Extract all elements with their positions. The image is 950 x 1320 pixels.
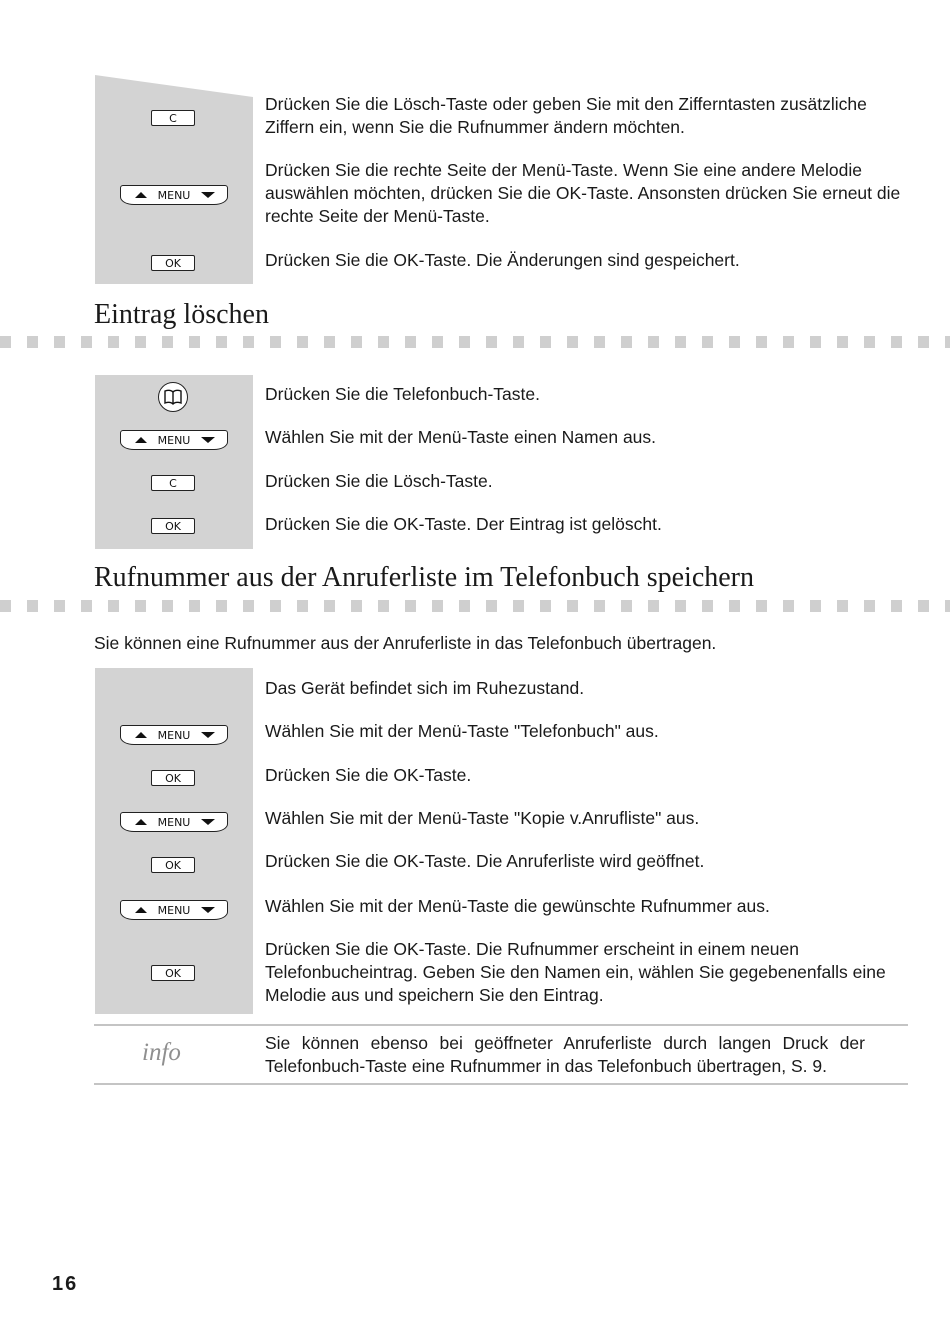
step-text: Wählen Sie mit der Menü-Taste "Telefonbuch" aus. (265, 721, 659, 741)
key-panel (95, 75, 253, 284)
step-text: Wählen Sie mit der Menü-Taste "Kopie v.Anrufliste" aus. (265, 808, 700, 828)
menu-key-icon: MENU (120, 185, 228, 205)
intro-text: Sie können eine Rufnummer aus der Anruferliste in das Telefonbuch übertragen. (94, 633, 717, 653)
info-rule-top (94, 1024, 908, 1026)
menu-key-icon: MENU (120, 430, 228, 450)
step-text: Drücken Sie die rechte Seite der Menü-Taste. Wenn Sie eine andere Melodie auswählen möchten, drücken Sie die OK-Taste. Ansonsten drücken Sie erneut die rechte Seite der Menü-Taste. (265, 160, 901, 226)
step-text: Wählen Sie mit der Menü-Taste einen Namen aus. (265, 427, 657, 447)
page-number: 16 (52, 1273, 79, 1295)
step-text: Drücken Sie die Lösch-Taste. (265, 471, 493, 491)
step-text: Wählen Sie mit der Menü-Taste die gewünschte Rufnummer aus. (265, 896, 770, 916)
info-label: info (142, 1039, 181, 1066)
section-heading: Eintrag löschen (94, 299, 269, 330)
step-text: Drücken Sie die OK-Taste. Die Anruferliste wird geöffnet. (265, 851, 705, 871)
ok-key-icon: OK (151, 518, 195, 534)
ok-key-icon: OK (151, 255, 195, 271)
step-text: Drücken Sie die Lösch-Taste oder geben Sie mit den Zifferntasten zusätzliche Ziffern ein, wenn Sie die Rufnummer ändern möchten. (265, 94, 867, 137)
step-text: Drücken Sie die OK-Taste. Die Änderungen sind gespeichert. (265, 250, 740, 270)
step-text: Drücken Sie die OK-Taste. (265, 765, 472, 785)
ok-key-icon: OK (151, 857, 195, 873)
menu-key-icon: MENU (120, 812, 228, 832)
menu-key-icon: MENU (120, 900, 228, 920)
dotted-divider (0, 600, 950, 612)
dotted-divider (0, 336, 950, 348)
ok-key-icon: OK (151, 965, 195, 981)
info-text: Sie können ebenso bei geöffneter Anruferliste durch langen Druck der Telefonbuch-Taste eine Rufnummer in das Telefonbuch übertragen, S. 9. (265, 1033, 865, 1076)
ok-key-icon: OK (151, 770, 195, 786)
step-text: Das Gerät befindet sich im Ruhezustand. (265, 678, 585, 698)
step-text: Drücken Sie die Telefonbuch-Taste. (265, 384, 540, 404)
info-rule-bottom (94, 1083, 908, 1085)
key-panel (95, 668, 253, 1014)
step-text: Drücken Sie die OK-Taste. Der Eintrag ist gelöscht. (265, 514, 662, 534)
c-key-icon: C (151, 110, 195, 126)
section-heading: Rufnummer aus der Anruferliste im Telefonbuch speichern (94, 562, 754, 593)
c-key-icon: C (151, 475, 195, 491)
step-text: Drücken Sie die OK-Taste. Die Rufnummer erscheint in einem neuen Telefonbucheintrag. Geben Sie den Namen ein, wählen Sie gegebenenfalls eine Melodie aus und speichern Sie den Eintrag. (265, 939, 886, 1005)
menu-key-icon: MENU (120, 725, 228, 745)
phonebook-key-icon (158, 382, 188, 412)
